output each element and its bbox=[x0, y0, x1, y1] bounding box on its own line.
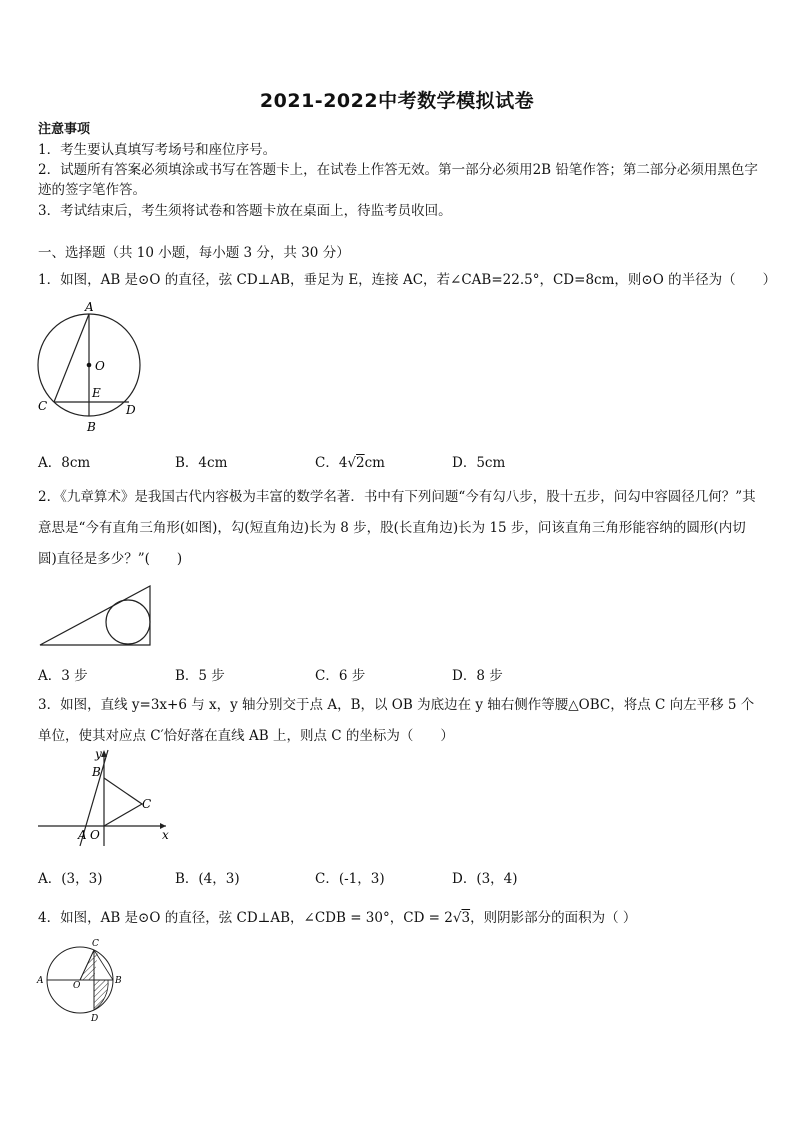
question-1-figure bbox=[34, 298, 144, 438]
option-c[interactable]: C．(-1，3) bbox=[315, 871, 385, 887]
page-title: 2021-2022中考数学模拟试卷 bbox=[259, 90, 535, 112]
notice-item-2: 2．试题所有答案必须填涂或书写在答题卡上，在试卷上作答无效。第一部分必须用2B 铅笔作答；第二部分必须用黑色字迹的签字笔作答。 bbox=[38, 162, 758, 198]
notice-heading: 注意事项 bbox=[38, 122, 91, 137]
section-heading: 一、选择题（共 10 小题，每小题 3 分，共 30 分） bbox=[38, 245, 350, 261]
option-a[interactable]: A．(3，3) bbox=[38, 871, 103, 887]
triangle-obc bbox=[104, 778, 142, 826]
incircle-shape bbox=[106, 600, 150, 644]
label-b: B bbox=[115, 976, 122, 986]
question-3-text: 3．如图，直线 y=3x+6 与 x，y 轴分别交于点 A，B，以 OB 为底边在 y 轴右侧作等腰△OBC，将点 C 向左平移 5 个单位，使其对应点 C′恰好落在直线 AB 上，则点 C 的坐标为（ ） bbox=[38, 697, 755, 744]
option-b[interactable]: B．4cm bbox=[175, 455, 228, 471]
question-4-text bbox=[38, 908, 636, 928]
label-e: E bbox=[92, 386, 101, 400]
label-o: O bbox=[95, 359, 105, 373]
label-a: A bbox=[37, 976, 44, 986]
center-point bbox=[87, 363, 92, 368]
right-triangle-shape bbox=[40, 586, 150, 645]
label-x: x bbox=[162, 828, 169, 842]
question-4-text-after: ，则阴影部分的面积为（ ） bbox=[470, 910, 637, 926]
option-d[interactable]: D．(3，4) bbox=[452, 871, 518, 887]
option-b[interactable]: B．(4，3) bbox=[175, 871, 240, 887]
option-c[interactable] bbox=[315, 451, 385, 471]
option-b[interactable]: B．5 步 bbox=[175, 668, 225, 684]
label-a: A bbox=[85, 300, 94, 314]
label-a: A bbox=[78, 828, 87, 842]
label-o: O bbox=[73, 981, 81, 991]
option-d[interactable]: D．5cm bbox=[452, 455, 506, 471]
question-4-radicand: 3 bbox=[461, 910, 471, 926]
label-d: D bbox=[126, 403, 136, 417]
sqrt-symbol: √ bbox=[347, 455, 357, 471]
notice-item-1: 1．考生要认真填写考场号和座位序号。 bbox=[38, 142, 277, 158]
option-c[interactable]: C．6 步 bbox=[315, 668, 366, 684]
segment-cb bbox=[94, 950, 113, 980]
question-4-figure bbox=[36, 936, 126, 1026]
label-b: B bbox=[92, 765, 101, 779]
sqrt-symbol: √ bbox=[452, 910, 462, 926]
label-b: B bbox=[87, 420, 96, 434]
label-c: C bbox=[38, 399, 48, 413]
label-y: y bbox=[95, 747, 102, 761]
question-3-options bbox=[38, 867, 758, 887]
label-d: D bbox=[91, 1014, 99, 1024]
option-a[interactable]: A．8cm bbox=[38, 455, 91, 471]
question-3-figure bbox=[38, 748, 172, 848]
question-2-text: 2．《九章算术》是我国古代内容极为丰富的数学名著．书中有下列问题“今有勾八步，股十五步，问勾中容圆径几何？”其意思是“今有直角三角形(如图)，勾(短直角边)长为 8 步，股(长直角边)长为 15 步，问该直角三角形能容纳的圆形(内切圆)直径是多少？”( ) bbox=[38, 489, 756, 567]
question-1-options bbox=[38, 451, 758, 471]
option-c-unit: cm bbox=[364, 455, 385, 471]
shaded-region-upper bbox=[94, 950, 98, 980]
segment-ac bbox=[54, 314, 89, 402]
option-a[interactable]: A．3 步 bbox=[38, 668, 88, 684]
option-c-prefix: C．4 bbox=[315, 455, 348, 471]
question-1-text: 1．如图，AB 是⊙O 的直径，弦 CD⊥AB，垂足为 E，连接 AC，若∠CAB=22.5°，CD=8cm，则⊙O 的半径为（ ） bbox=[38, 272, 777, 288]
question-2-figure bbox=[38, 584, 154, 648]
question-2-options bbox=[38, 664, 758, 684]
notice-item-3: 3．考试结束后，考生须将试卷和答题卡放在桌面上，待监考员收回。 bbox=[38, 203, 452, 219]
option-d[interactable]: D．8 步 bbox=[452, 668, 503, 684]
label-o: O bbox=[90, 828, 100, 842]
option-c-radicand: 2 bbox=[356, 455, 365, 471]
label-c: C bbox=[92, 939, 99, 949]
label-c: C bbox=[142, 797, 152, 811]
question-4-text-before: 4．如图，AB 是⊙O 的直径，弦 CD⊥AB，∠CDB = 30°，CD = 2 bbox=[38, 910, 453, 926]
